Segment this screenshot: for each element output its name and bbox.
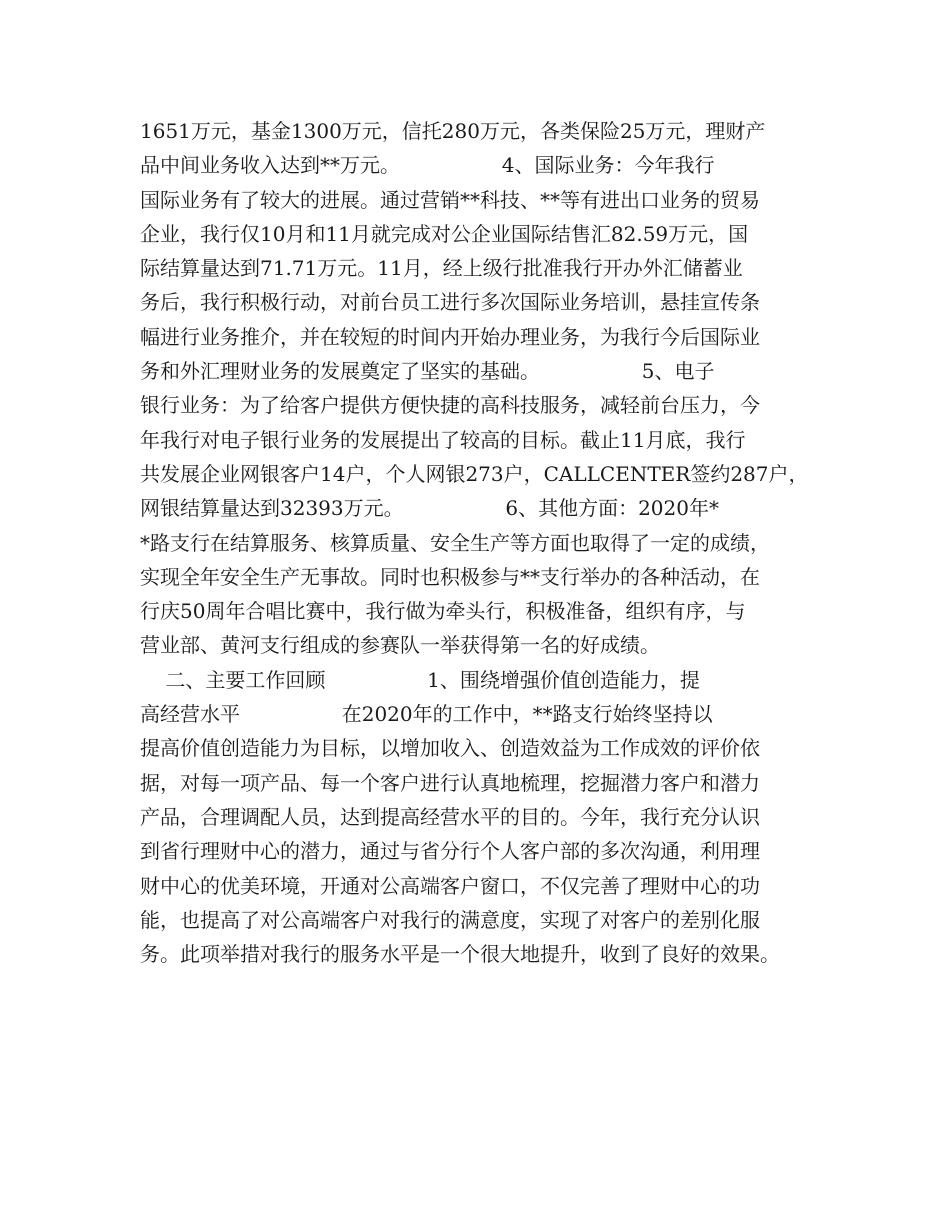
text-line: 企业，我行仅10月和11月就完成对公企业国际结售汇82.59万元，国: [140, 221, 749, 246]
text-line: 到省行理财中心的潜力，通过与省分行个人客户部的多次沟通，利用理: [140, 839, 760, 864]
text-line: 际结算量达到71.71万元。11月，经上级行批准我行开办外汇储蓄业: [140, 256, 743, 281]
text-line: 网银结算量达到32393万元。 6、其他方面：2020年*: [140, 496, 719, 521]
document-body: [140, 114, 840, 971]
text-line: 银行业务：为了给客户提供方便快捷的高科技服务，减轻前台压力，今: [140, 393, 760, 418]
text-line: 务和外汇理财业务的发展奠定了坚实的基础。 5、电子: [140, 359, 715, 384]
text-line: 据，对每一项产品、每一个客户进行认真地梳理，挖掘潜力客户和潜力: [140, 770, 760, 795]
text-line: 高经营水平 在2020年的工作中，**路支行始终坚持以: [140, 702, 713, 727]
text-line: 实现全年安全生产无事故。同时也积极参与**支行举办的各种活动，在: [140, 564, 760, 589]
text-line: 年我行对电子银行业务的发展提出了较高的目标。截止11月底，我行: [140, 427, 746, 452]
text-line: 务后，我行积极行动，对前台员工进行多次国际业务培训，悬挂宣传条: [140, 290, 760, 315]
text-line: 品中间业务收入达到**万元。 4、国际业务：今年我行: [140, 153, 715, 178]
text-line: *路支行在结算服务、核算质量、安全生产等方面也取得了一定的成绩，: [140, 530, 770, 555]
text-line: 产品，合理调配人员，达到提高经营水平的目的。今年，我行充分认识: [140, 804, 760, 829]
text-line: 能，也提高了对公高端客户对我行的满意度，实现了对客户的差别化服: [140, 907, 760, 932]
text-line: 二、主要工作回顾 1、围绕增强价值创造能力，提: [140, 667, 700, 692]
text-line: 营业部、黄河支行组成的参赛队一举获得第一名的好成绩。: [140, 633, 660, 658]
text-line: 1651万元，基金1300万元，信托280万元，各类保险25万元，理财产: [140, 119, 766, 143]
text-line: 幅进行业务推介，并在较短的时间内开始办理业务，为我行今后国际业: [140, 324, 760, 349]
text-line: 财中心的优美环境，开通对公高端客户窗口，不仅完善了理财中心的功: [140, 873, 760, 898]
text-line: 共发展企业网银客户14户，个人网银273户，CALLCENTER签约287户，: [140, 461, 809, 486]
text-line: 国际业务有了较大的进展。通过营销**科技、**等有进出口业务的贸易: [140, 187, 760, 212]
text-line: 行庆50周年合唱比赛中，我行做为牵头行，积极准备，组织有序，与: [140, 599, 746, 624]
text-line: 务。此项举措对我行的服务水平是一个很大地提升，收到了良好的效果。: [140, 942, 780, 967]
text-line: 提高价值创造能力为目标，以增加收入、创造效益为工作成效的评价依: [140, 736, 760, 761]
